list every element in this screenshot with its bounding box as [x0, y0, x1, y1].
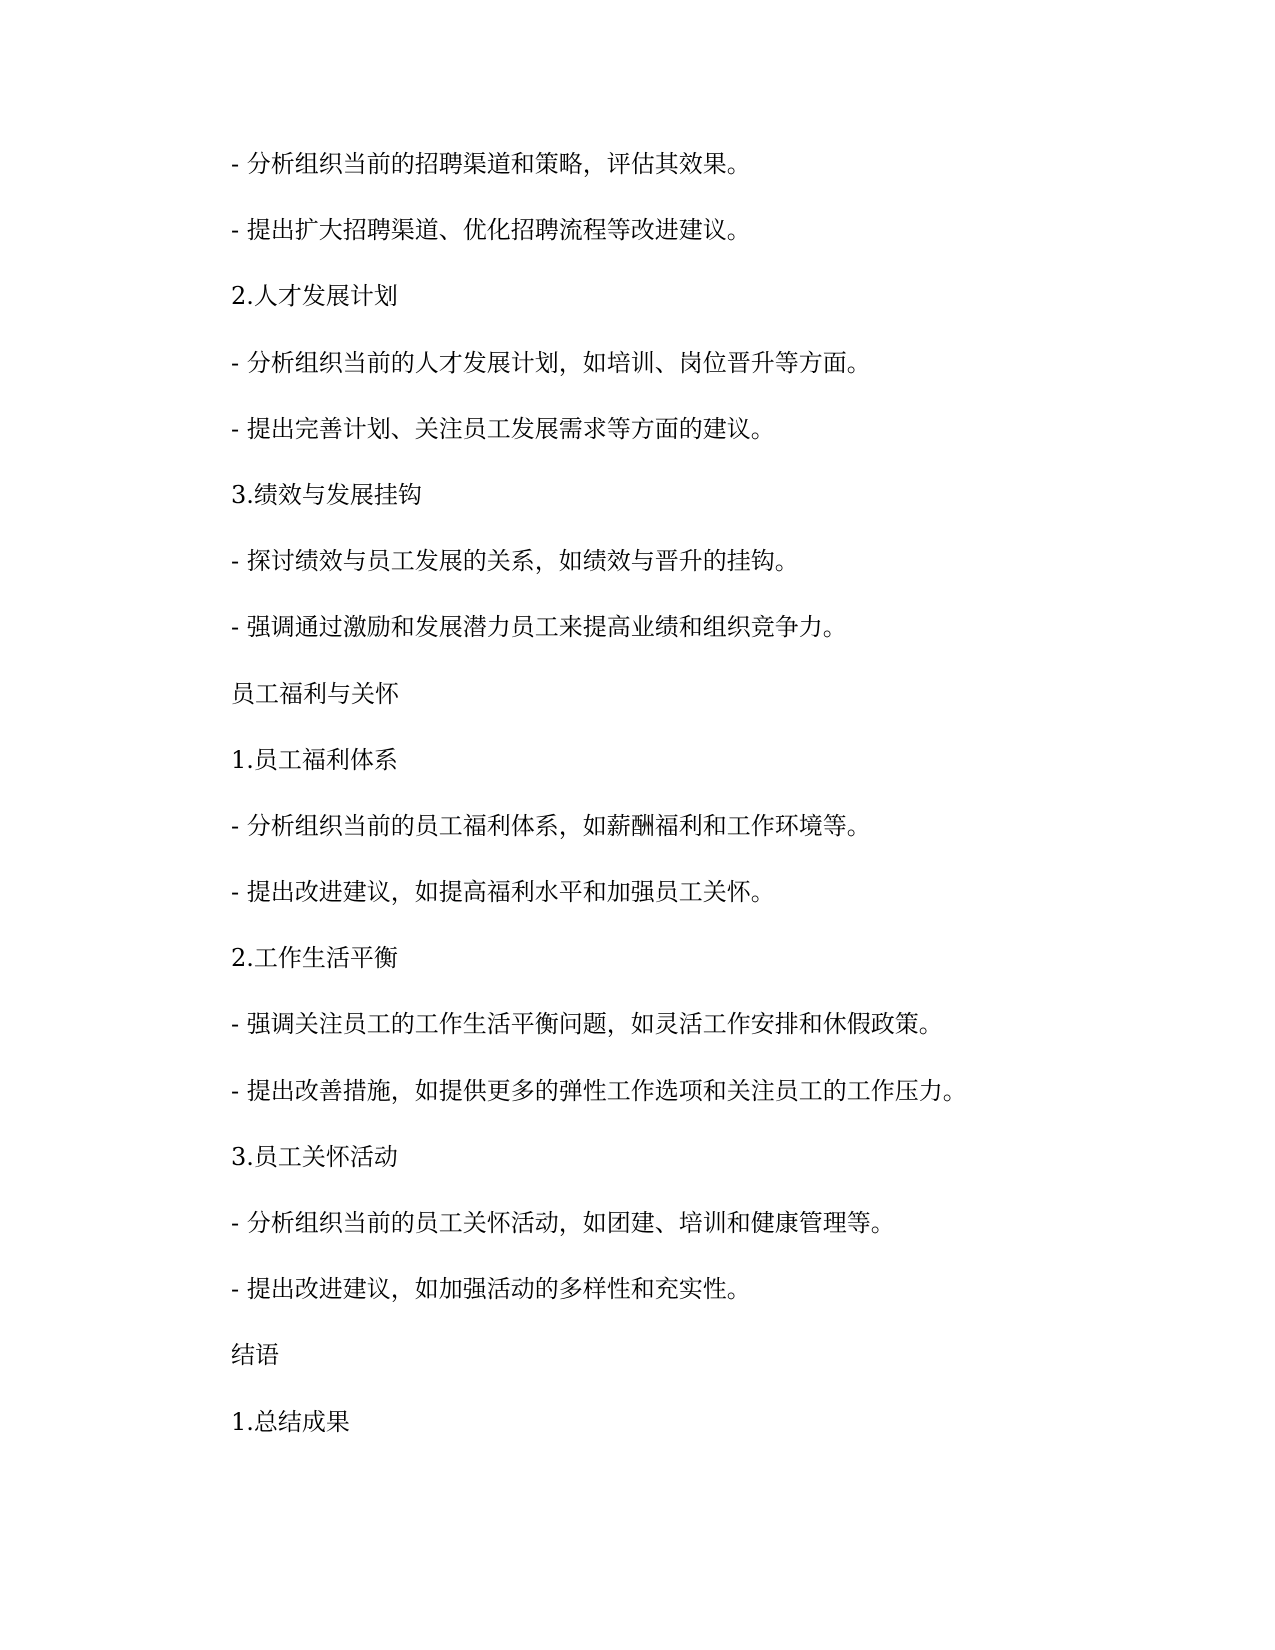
document-body	[231, 140, 1091, 1464]
bullet-line: - 强调通过激励和发展潜力员工来提高业绩和组织竞争力。	[231, 613, 847, 642]
bullet-line: - 分析组织当前的员工福利体系，如薪酬福利和工作环境等。	[231, 811, 871, 840]
bullet-line: - 分析组织当前的招聘渠道和策略，评估其效果。	[231, 150, 751, 178]
bullet-line: - 分析组织当前的员工关怀活动，如团建、培训和健康管理等。	[231, 1209, 895, 1237]
section-heading: 员工福利与关怀	[231, 679, 399, 708]
bullet-line: - 分析组织当前的人才发展计划，如培训、岗位晋升等方面。	[231, 348, 871, 377]
subheading-line: 3.员工关怀活动	[231, 1142, 398, 1171]
section-heading: 结语	[231, 1341, 279, 1370]
bullet-line: - 提出改善措施，如提供更多的弹性工作选项和关注员工的工作压力。	[231, 1076, 967, 1105]
bullet-line: - 提出完善计划、关注员工发展需求等方面的建议。	[231, 414, 775, 443]
subheading-line: 1.员工福利体系	[231, 745, 398, 774]
subheading-line: 3.绩效与发展挂钩	[231, 480, 422, 509]
bullet-line: - 提出扩大招聘渠道、优化招聘流程等改进建议。	[231, 216, 751, 245]
bullet-line: - 提出改进建议，如加强活动的多样性和充实性。	[231, 1275, 751, 1304]
subheading-line: 2.人才发展计划	[231, 282, 398, 311]
subheading-line: 1.总结成果	[231, 1407, 350, 1436]
bullet-line: - 提出改进建议，如提高福利水平和加强员工关怀。	[231, 878, 775, 907]
bullet-line: - 探讨绩效与员工发展的关系，如绩效与晋升的挂钩。	[231, 547, 799, 576]
subheading-line: 2.工作生活平衡	[231, 944, 398, 973]
bullet-line: - 强调关注员工的工作生活平衡问题，如灵活工作安排和休假政策。	[231, 1010, 943, 1039]
